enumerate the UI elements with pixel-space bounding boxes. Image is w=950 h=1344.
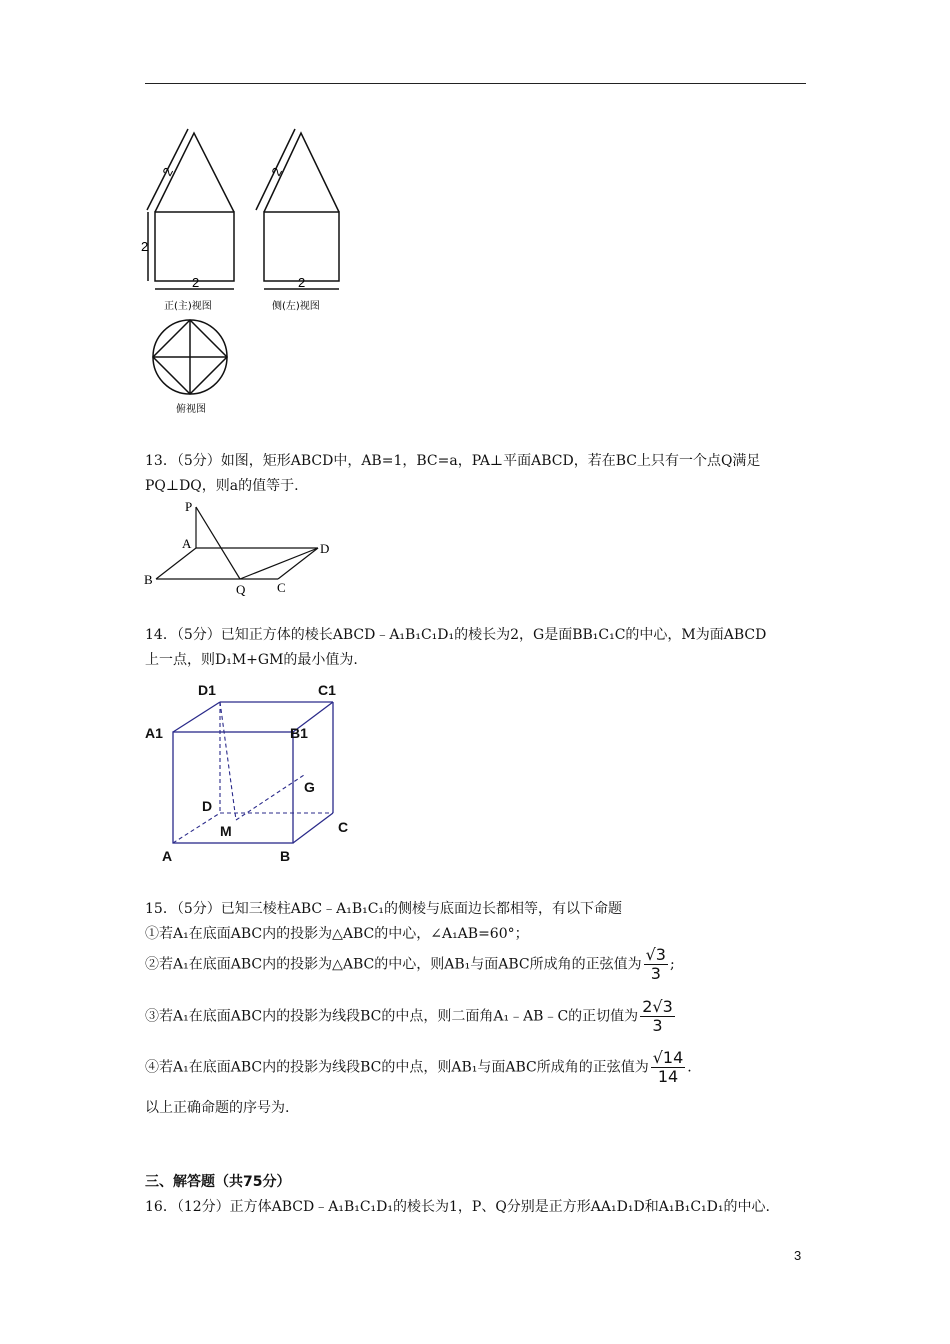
q15-closing: 以上正确命题的序号为.: [145, 1100, 290, 1116]
side-width-dim: 2: [298, 275, 306, 290]
q15-item1: ①若A₁在底面ABC内的投影为△ABC的中心，∠A₁AB=60°；: [145, 926, 529, 942]
q14-label-D: D: [202, 798, 213, 814]
q16-text: 16．（12分）正方体ABCD﹣A₁B₁C₁D₁的棱长为1，P、Q分别是正方形AA₁D₁D和A₁B₁C₁D₁的中心.: [145, 1199, 770, 1215]
side-view-label: 侧(左)视图: [272, 301, 320, 312]
front-view-label: 正(主)视图: [164, 301, 212, 312]
top-view-label: 俯视图: [176, 404, 206, 415]
q13-label-B: B: [144, 572, 153, 587]
q15-item2: [145, 946, 675, 983]
fraction-denominator: 14: [657, 1067, 679, 1086]
page-number: 3: [794, 1248, 802, 1263]
q13-figure: [140, 497, 340, 599]
q13-label-D: D: [320, 541, 330, 556]
q14-label-B: B: [280, 848, 291, 864]
front-slant-dim: 2: [159, 164, 177, 179]
q15-item3: [145, 998, 677, 1035]
q14-label-D1: D1: [198, 682, 216, 698]
q14-label-G: G: [304, 779, 315, 795]
q14-label-A1: A1: [145, 725, 163, 741]
q15-item2-end: ;: [669, 956, 675, 973]
q14-cube-figure: [140, 680, 360, 865]
side-slant-dim: 2: [268, 164, 286, 179]
q15-item3-text: ③若A₁在底面ABC内的投影为线段BC的中点，则二面角A₁﹣AB﹣C的正切值为: [145, 1008, 639, 1025]
q13-line1: 13．（5分）如图，矩形ABCD中，AB=1，BC=a，PA⊥平面ABCD，若在BC上只有一个点Q满足: [145, 453, 761, 469]
fraction-numerator: √3: [645, 945, 666, 964]
q15-item4: [145, 1049, 692, 1086]
fraction-denominator: 3: [652, 1016, 663, 1035]
q14-label-A: A: [162, 848, 173, 864]
q15-item4-fraction: [651, 1049, 686, 1086]
q13-label-A: A: [182, 536, 192, 551]
q14-line2: 上一点，则D₁M+GM的最小值为.: [145, 652, 358, 668]
q13-label-P: P: [185, 499, 193, 514]
q14-label-C: C: [338, 819, 349, 835]
q14-label-C1: C1: [318, 682, 336, 698]
q14-line1: 14．（5分）已知正方体的棱长ABCD﹣A₁B₁C₁D₁的棱长为2，G是面BB₁C₁C的中心，M为面ABCD: [145, 627, 767, 643]
q13-line2: PQ⊥DQ，则a的值等于.: [145, 478, 299, 494]
fraction-denominator: 3: [650, 964, 661, 983]
fraction-numerator: 2√3: [642, 997, 673, 1016]
q15-line1: 15．（5分）已知三棱柱ABC﹣A₁B₁C₁的侧棱与底面边长都相等，有以下命题: [145, 901, 623, 917]
section-heading: 三、解答题（共75分）: [145, 1174, 291, 1190]
fraction-numerator: √14: [652, 1048, 684, 1067]
three-view-figure: [140, 125, 355, 420]
q15-item2-text: ②若A₁在底面ABC内的投影为△ABC的中心，则AB₁与面ABC所成角的正弦值为: [145, 956, 642, 973]
front-height-dim: 2: [141, 239, 149, 254]
q13-label-C: C: [277, 580, 286, 595]
q15-item3-fraction: [640, 998, 675, 1035]
q15-item4-end: .: [687, 1059, 692, 1076]
front-width-dim: 2: [192, 275, 200, 290]
q15-item2-fraction: [644, 946, 668, 983]
q14-label-B1: B1: [290, 725, 308, 741]
header-rule: [145, 83, 806, 84]
q14-label-M: M: [220, 823, 232, 839]
q15-item4-text: ④若A₁在底面ABC内的投影为线段BC的中点，则AB₁与面ABC所成角的正弦值为: [145, 1059, 649, 1076]
q13-label-Q: Q: [236, 582, 246, 597]
